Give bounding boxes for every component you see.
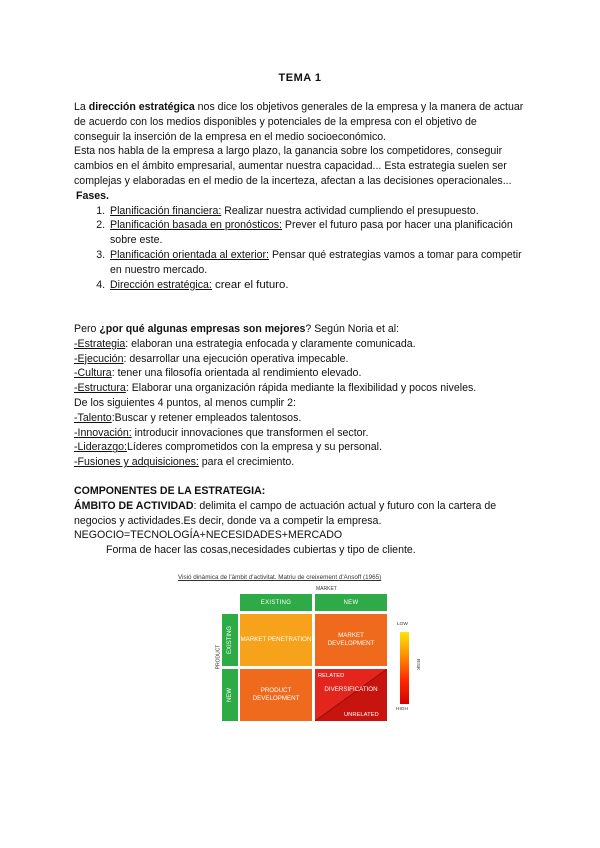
why-extra-term: -Innovación: bbox=[74, 426, 132, 439]
matrix-side-existing-text: EXISTING bbox=[227, 625, 234, 655]
phase-text: crear el futuro. bbox=[211, 278, 289, 291]
why-term: -Ejecución bbox=[74, 352, 124, 365]
matrix-cell-penetration: MARKET PENETRATION bbox=[240, 614, 312, 666]
why-extra-term: -Talento bbox=[74, 411, 112, 424]
why-extra-term: -Fusiones y adquisiciones: bbox=[74, 456, 199, 469]
risk-high-label: HIGH bbox=[396, 707, 408, 712]
intro-bold-term: dirección estratégica bbox=[88, 101, 195, 113]
matrix-side-existing bbox=[222, 614, 238, 666]
why-extra-text: :Buscar y retener empleados talentosos. bbox=[111, 411, 302, 424]
phase-term: Planificación basada en pronósticos: bbox=[110, 219, 282, 232]
why-extra-item bbox=[74, 426, 524, 441]
matrix-side-new-text: NEW bbox=[227, 688, 233, 702]
phase-text: Realizar nuestra actividad cumpliendo el presupuesto. bbox=[221, 204, 479, 217]
why-extra-item bbox=[74, 411, 524, 426]
risk-label: RISK bbox=[415, 658, 421, 671]
phase-item bbox=[108, 218, 524, 248]
matrix-caption: Visió dinàmica de l'àmbit d'activitat. Matriu de creixement d'Ansoff (1965) bbox=[178, 574, 382, 581]
why-term: -Cultura bbox=[74, 367, 112, 380]
phases-heading: Fases. bbox=[76, 189, 109, 202]
ambito-paragraph bbox=[74, 499, 524, 529]
why-extra-text: introducir innovaciones que transformen el sector. bbox=[131, 426, 369, 439]
phase-term: Planificación financiera: bbox=[110, 204, 222, 217]
why-bold: ¿por qué algunas empresas son mejores bbox=[99, 323, 306, 335]
matrix-cell-development: MARKET DEVELOPMENT bbox=[315, 614, 387, 666]
why-item bbox=[74, 381, 524, 396]
matrix-market-label: MARKET bbox=[316, 586, 337, 592]
ansoff-matrix bbox=[178, 574, 428, 724]
phases-list bbox=[74, 204, 524, 293]
matrix-cell-unrelated: UNRELATED bbox=[344, 712, 379, 718]
why-question bbox=[74, 322, 524, 337]
why-pre: Pero bbox=[74, 323, 100, 335]
phase-item bbox=[108, 204, 524, 219]
phase-term: Dirección estratégica: bbox=[110, 278, 212, 291]
phase-item bbox=[108, 248, 524, 278]
matrix-product-label: PRODUCT bbox=[215, 644, 222, 670]
intro-text-rest: nos dice los objetivos generales de la empresa y la manera de actuar de acuerdo con los medios disponibles y potenciales de la empresa con el objetivo de conseguir la inserción de la empresa en el medio socioeconómico. bbox=[74, 101, 524, 143]
intro-text: La bbox=[74, 101, 89, 113]
components-heading: COMPONENTES DE LA ESTRATEGIA: bbox=[74, 485, 266, 497]
phase-term: Planificación orientada al exterior: bbox=[110, 248, 269, 261]
why-text: : elaboran una estrategia enfocada y claramente comunicada. bbox=[125, 337, 416, 350]
intro-paragraph-1 bbox=[74, 100, 524, 144]
matrix-cell-related: RELATED bbox=[318, 673, 345, 679]
matrix-header-new: NEW bbox=[315, 594, 387, 611]
why-section bbox=[74, 322, 524, 470]
why-item bbox=[74, 337, 524, 352]
phase-text: Prever el futuro pasa por hacer una planificación sobre este. bbox=[110, 219, 513, 247]
intro-section bbox=[74, 100, 524, 292]
phase-item bbox=[108, 278, 524, 293]
why-text: : desarrollar una ejecución operativa impecable. bbox=[123, 352, 349, 365]
why-item bbox=[74, 352, 524, 367]
forma-line: Forma de hacer las cosas,necesidades cubiertas y tipo de cliente. bbox=[106, 544, 416, 557]
why-post: ? Según Noria et al: bbox=[305, 323, 400, 335]
why-text: : Elaborar una organización rápida mediante la flexibilidad y pocos niveles. bbox=[125, 382, 477, 395]
why-term: -Estructura bbox=[74, 382, 126, 395]
phase-text: Pensar qué estrategias vamos a tomar para competir en nuestro mercado. bbox=[110, 248, 522, 276]
intro-paragraph-2: Esta nos habla de la empresa a largo plazo, la ganancia sobre los competidores, conseguir cambios en el ámbito empresarial, aumentar nuestra capacidad... Esta estrategia suelen ser complejas y elaboradas en el medio de la incerteza, afectan a las decisiones operacionales... bbox=[74, 145, 512, 187]
why-extra-item bbox=[74, 440, 524, 455]
why-extra-term: -Liderazgo: bbox=[74, 441, 127, 454]
ambito-text: : delimita el campo de actuación actual y futuro con la cartera de negocios y actividades.Es decir, donde va a competir la empresa. bbox=[74, 499, 497, 527]
negocio-formula: NEGOCIO=TECNOLOGÍA+NECESIDADES+MERCADO bbox=[74, 529, 343, 542]
matrix-header-existing: EXISTING bbox=[240, 594, 312, 611]
risk-low-label: LOW bbox=[397, 622, 408, 627]
matrix-side-new bbox=[222, 669, 238, 721]
why-extra-text: Líderes comprometidos con la empresa y su personal. bbox=[127, 441, 382, 454]
document-title: TEMA 1 bbox=[278, 72, 322, 84]
components-section bbox=[74, 484, 524, 558]
why-term: -Estrategia bbox=[74, 337, 126, 350]
why-note: De los siguientes 4 puntos, al menos cumplir 2: bbox=[74, 396, 296, 409]
matrix-cell-diversification-label: DIVERSIFICATION bbox=[324, 686, 378, 693]
why-item bbox=[74, 366, 524, 381]
why-text: : tener una filosofía orientada al rendimiento elevado. bbox=[111, 367, 362, 380]
ambito-bold: ÁMBITO DE ACTIVIDAD bbox=[74, 499, 194, 512]
risk-gradient-bar bbox=[400, 632, 409, 704]
why-extra-item bbox=[74, 455, 524, 470]
why-extra-text: para el crecimiento. bbox=[198, 456, 295, 469]
matrix-cell-product: PRODUCT DEVELOPMENT bbox=[240, 669, 312, 721]
